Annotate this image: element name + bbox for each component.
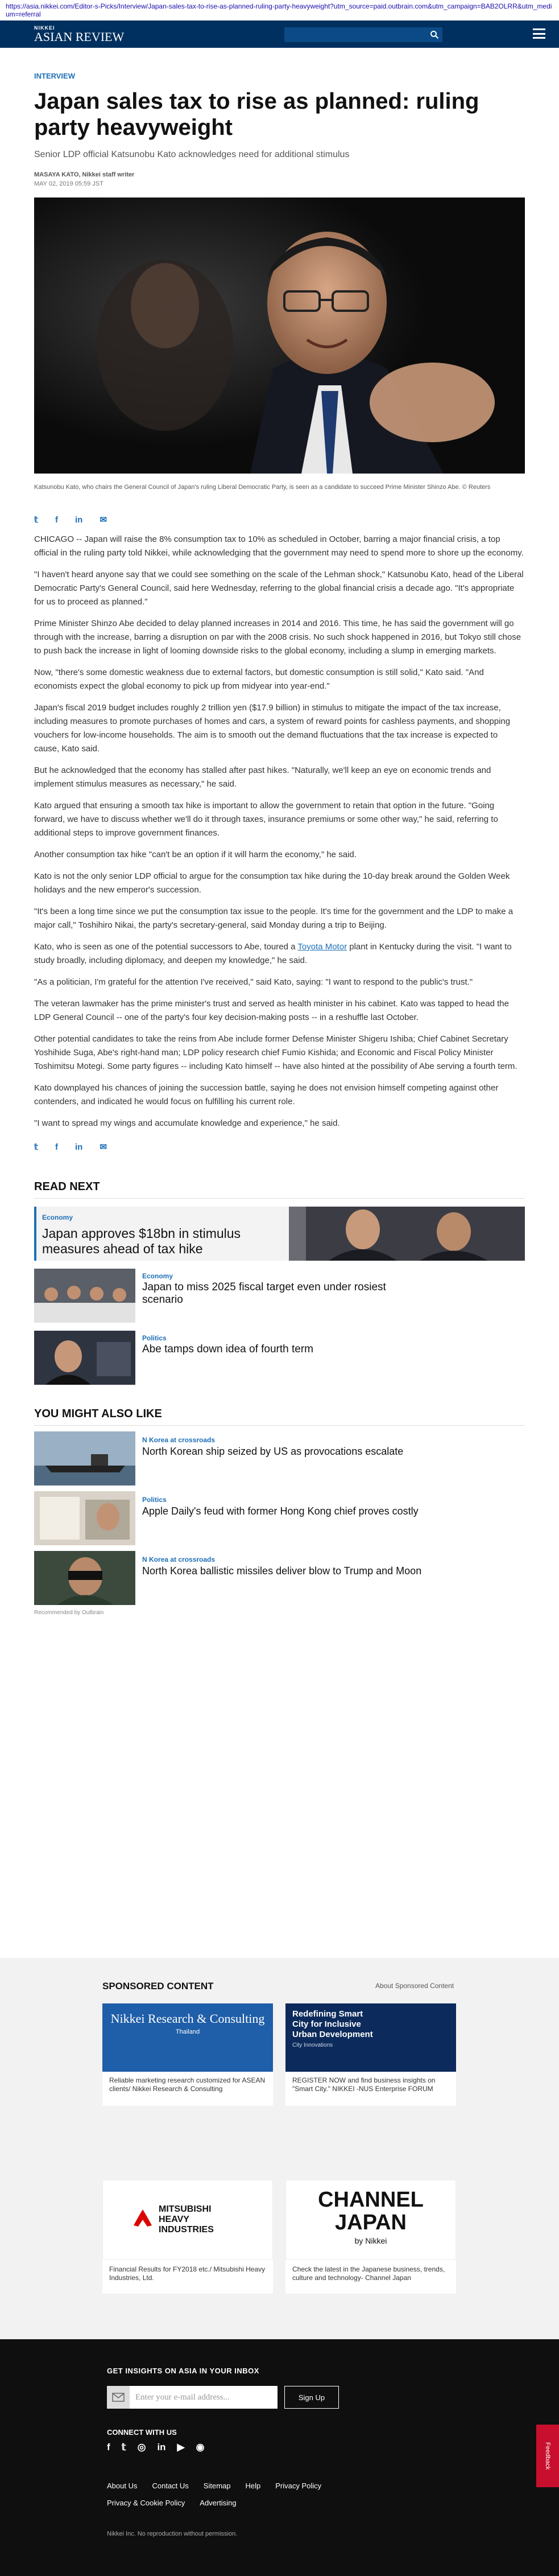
share-bar-top [34,515,525,525]
email-icon[interactable]: ✉ [100,1142,107,1152]
linkedin-icon[interactable]: in [74,1142,83,1152]
footer-link-sitemap[interactable]: Sitemap [203,2482,231,2490]
article-paragraph: But he acknowledged that the economy has stalled after past hikes. "Naturally, we'll keep an eye on economic trends and implement stimulus measures as necessary," he said. [34,766,491,789]
also-like-item[interactable] [34,1431,525,1485]
article-paragraph: Now, "there's some domestic weakness due to external factors, but domestic consumption is still solid," Kato said. "And economists expect the global economy to pick up from midyear into year-end." [34,668,484,691]
article-paragraph: Another consumption tax hike "can't be an option if it will harm the economy," he said. [34,850,357,859]
search-icon[interactable] [430,30,439,39]
read-next-featured[interactable] [34,1207,525,1261]
article-paragraph: "I want to spread my wings and accumulate knowledge and experience," he said. [34,1118,340,1128]
also-like-item-category[interactable]: N Korea at crossroads [142,1556,216,1563]
also-like-item-image[interactable] [34,1551,135,1605]
sponsored-card-image-title: Nikkei Research & Consulting [110,2011,265,2026]
also-like-item-title[interactable]: Apple Daily's feud with former Hong Kong chief proves costly [142,1505,419,1517]
also-like-item-image[interactable] [34,1431,135,1485]
newspaper-photo [34,1491,135,1545]
article-paragraph: Kato downplayed his chances of joining the succession battle, saying he does not envision himself competing against other contenders, and indicated he would focus on fulfilling his current role. [34,1083,499,1106]
instagram-icon[interactable]: ◎ [137,2442,146,2452]
footer-link-contact[interactable]: Contact Us [152,2482,189,2490]
footer-link-privacy[interactable]: Privacy Policy [275,2482,322,2490]
footer-link-help[interactable]: Help [245,2482,261,2490]
hero-photo [34,197,525,474]
hero-image-caption: Katsunobu Kato, who chairs the General Council of Japan's ruling Liberal Democratic Party, is seen as a candidate to succeed Prime Minister Shinzo Abe. © Reuters [34,484,491,491]
footer-links-row1 [107,2482,321,2490]
rss-icon[interactable]: ◉ [196,2442,205,2452]
newsletter-heading: GET INSIGHTS ON ASIA IN YOUR INBOX [107,2367,259,2375]
toyota-motor-link[interactable]: Toyota Motor [297,942,347,952]
read-next-item-category[interactable]: Politics [142,1334,167,1342]
share-bar-bottom [34,1142,525,1152]
sponsored-card[interactable] [102,2003,273,2106]
copyright: Nikkei Inc. No reproduction without permission. [107,2530,238,2537]
sponsored-content-section [0,1958,559,2339]
read-next-featured-image[interactable] [289,1207,525,1261]
divider [34,1425,525,1426]
site-footer [0,2339,559,2576]
article-paragraph: Other potential candidates to take the reins from Abe include former Defense Minister Shigeru Ishiba; Chief Cabinet Secretary Yoshihide Suga, Abe's right-hand man; LDP policy research chief Fumio Kishida; and Economic and Fiscal Policy Minister Toshimitsu Motegi. Some party figures -- including Kato himself -- have also hinted at the possibility of Abe serving a fourth term. [34,1034,517,1071]
linkedin-icon[interactable]: in [74,515,83,525]
footer-link-advertising[interactable]: Advertising [200,2499,237,2507]
article-paragraph: Kato is not the only senior LDP official to argue for the consumption tax hike during the 10-day break around the Golden Week holidays and the new emperor's succession. [34,871,510,895]
youtube-icon[interactable]: ▶ [177,2442,185,2452]
read-next-item-image[interactable] [34,1331,135,1385]
twitter-icon[interactable]: 𝕥 [34,1142,38,1152]
article-body [34,533,525,1130]
footer-link-cookie[interactable]: Privacy & Cookie Policy [107,2499,185,2507]
footer-links-row2 [107,2499,237,2507]
sponsored-card-text[interactable]: Check the latest in the Japanese business, trends, culture and technology- Channel Japan [292,2265,445,2282]
accent-bar [34,1207,36,1261]
site-header [0,20,559,48]
also-like-item-image[interactable] [34,1491,135,1545]
search-input[interactable] [284,27,442,42]
article-paragraph: Kato, who is seen as one of the potential successors to Abe, toured a Toyota Motor plant in Kentucky during the visit. "I want to study broadly, including diplomacy, and deepen my knowledge," he said. [34,942,512,965]
facebook-icon[interactable]: f [55,1142,58,1152]
sponsored-card-text[interactable]: Financial Results for FY2018 etc./ Mitsubishi Heavy Industries, Ltd. [109,2265,266,2282]
article-author: MASAYA KATO, Nikkei staff writer [34,171,135,178]
newsletter-email-field[interactable] [107,2386,278,2409]
read-next-item[interactable] [34,1331,525,1385]
hamburger-menu-icon[interactable] [533,28,545,39]
article-headline: Japan sales tax to rise as planned: ruling party heavyweight [34,89,479,140]
sponsored-card-image[interactable] [285,2180,456,2260]
twitter-icon[interactable]: 𝕥 [121,2442,126,2452]
social-links [107,2442,204,2453]
hero-image-katsunobu-kato [34,197,525,474]
article-subhead: Senior LDP official Katsunobu Kato acknowledges need for additional stimulus [34,150,350,159]
outbrain-attribution[interactable]: Recommended by Outbrain [34,1610,104,1616]
mitsubishi-logo-icon [131,2209,154,2230]
linkedin-icon[interactable]: in [157,2442,166,2452]
also-like-item-category[interactable]: Politics [142,1496,167,1504]
also-like-item-title[interactable]: North Korean ship seized by US as provocations escalate [142,1446,404,1457]
also-like-title: YOU MIGHT ALSO LIKE [34,1408,162,1420]
site-logo[interactable] [34,26,124,43]
newsletter-email-placeholder[interactable]: Enter your e-mail address... [135,2392,230,2402]
connect-heading: CONNECT WITH US [107,2428,177,2437]
read-next-featured-title[interactable]: Japan approves $18bn in stimulus measures ahead of tax hike [42,1226,241,1256]
sponsored-card[interactable] [285,2180,456,2294]
logo-asian-review: ASIAN REVIEW [34,29,125,44]
sponsored-card-image[interactable] [102,2180,273,2260]
read-next-item[interactable] [34,1269,525,1323]
sponsored-card[interactable] [285,2003,456,2106]
binoculars-photo [34,1551,135,1605]
article-paragraph: Japan's fiscal 2019 budget includes roughly 2 trillion yen ($17.9 billion) in stimulus to mitigate the impact of the tax increase, including measures to promote purchases of homes and cars, a system of reward points for cashless payments, and shopping vouchers for low-income households. The aim is to smooth out the demand fluctuations that the tax increase is expected to cause, Kato said. [34,703,511,754]
also-like-item-title[interactable]: North Korea ballistic missiles deliver blow to Trump and Moon [142,1565,422,1577]
also-like-item-category[interactable]: N Korea at crossroads [142,1436,216,1444]
logo-nikkei: NIKKEI [34,24,55,31]
article-date: MAY 02, 2019 05:59 JST [34,180,103,187]
sponsored-title: SPONSORED CONTENT [102,1981,214,1991]
email-icon[interactable]: ✉ [100,515,107,525]
sponsored-card-image-title: Redefining Smart City for Inclusive Urban Development [292,2009,373,2039]
signup-button[interactable]: Sign Up [284,2386,339,2409]
sponsored-card-image-title: MITSUBISHI HEAVY INDUSTRIES [159,2204,214,2235]
article-category[interactable]: INTERVIEW [34,72,75,80]
facebook-icon[interactable]: f [55,515,58,525]
sponsored-card-text[interactable]: REGISTER NOW and find business insights on "Smart City." NIKKEI -NUS Enterprise FORUM [292,2076,436,2093]
article-paragraph: "I haven't heard anyone say that we could see something on the scale of the Lehman shock," Katsunobu Kato, head of the Liberal Democratic Party's General Council, said here Wednesday, referring to the global financial crisis a decade ago. "It's appropriate for us to proceed as planned." [34,570,524,607]
article-paragraph: "It's been a long time since we put the consumption tax issue to the people. It's time for the government and the LDP to make a major call," Toshihiro Nikai, the party's secretary-general, said Monday during a trip to Beijing. [34,907,514,930]
sponsored-card-image[interactable] [102,2003,273,2072]
sponsored-card-text[interactable]: Reliable marketing research customized for ASEAN clients/ Nikkei Research & Consulting [109,2076,266,2093]
article-paragraph: Prime Minister Shinzo Abe decided to delay planned increases in 2014 and 2016. This time, he has said the government will go through with the increase, barring a disruption on par with the 2008 crisis. No such shock happened in 2016, but Tokyo still chose to push back the increase in light of looming downside risks to the global economy, including a slump in emerging markets. [34,619,521,656]
sponsored-card-image-sub: by Nikkei [354,2236,387,2245]
browser-url[interactable]: https://asia.nikkei.com/Editor-s-Picks/Interview/Japan-sales-tax-to-rise-as-planned-ruling-party-heavyweight?utm_source=paid.outbrain.com&utm_campaign=BAB2OLRR&utm_medium=referral [0,0,559,20]
sponsored-card-image-sub: City Innovations [292,2042,333,2048]
envelope-icon [107,2386,130,2409]
read-next-item-title[interactable]: Japan to miss 2025 fiscal target even under rosiest scenario [142,1281,386,1306]
also-like-item[interactable] [34,1491,525,1545]
read-next-item-title[interactable]: Abe tamps down idea of fourth term [142,1343,313,1355]
read-next-item-image[interactable] [34,1269,135,1323]
also-like-item[interactable] [34,1551,525,1605]
sponsored-card-image-sub: Thailand [175,2028,200,2035]
feedback-button[interactable]: Feedback [536,2425,559,2487]
article-paragraph: Kato argued that ensuring a smooth tax hike is important to allow the government to retain that option in the future. "Going forward, we have to discuss whether we'll do it through taxes, insurance premiums or some other way," he said, referring to additional steps to improve government finances. [34,801,498,838]
ship-photo [34,1431,135,1485]
read-next-featured-category[interactable]: Economy [42,1213,73,1221]
article-main [0,72,559,1616]
article-paragraph: CHICAGO -- Japan will raise the 8% consumption tax to 10% as scheduled in October, barring a major financial crisis, a top official in the ruling party told Nikkei, while acknowledging that the government may need to spend more to shore up the economy. [34,534,524,558]
divider [34,1198,525,1199]
sponsored-card-image[interactable] [285,2003,456,2072]
sponsored-about-link[interactable]: About Sponsored Content [375,1982,454,1990]
article-paragraph: "As a politician, I'm grateful for the attention I've received," said Kato, saying: "I want to respond to the public's trust." [34,977,473,987]
read-next-item-category[interactable]: Economy [142,1272,173,1280]
twitter-icon[interactable]: 𝕥 [34,515,38,525]
cabinet-photo [289,1207,525,1261]
read-next-title: READ NEXT [34,1180,100,1193]
article-paragraph: The veteran lawmaker has the prime minister's trust and served as health minister in his cabinet. Kato was tapped to head the LDP General Council -- one of the party's four key decision-making posts -- in a reshuffle last October. [34,999,509,1022]
abe-photo [34,1331,135,1385]
footer-link-about[interactable]: About Us [107,2482,138,2490]
sponsored-card-image-title: CHANNEL JAPAN [318,2188,424,2235]
sponsored-card[interactable] [102,2180,273,2294]
facebook-icon[interactable]: f [107,2442,110,2452]
meeting-photo [34,1269,135,1323]
